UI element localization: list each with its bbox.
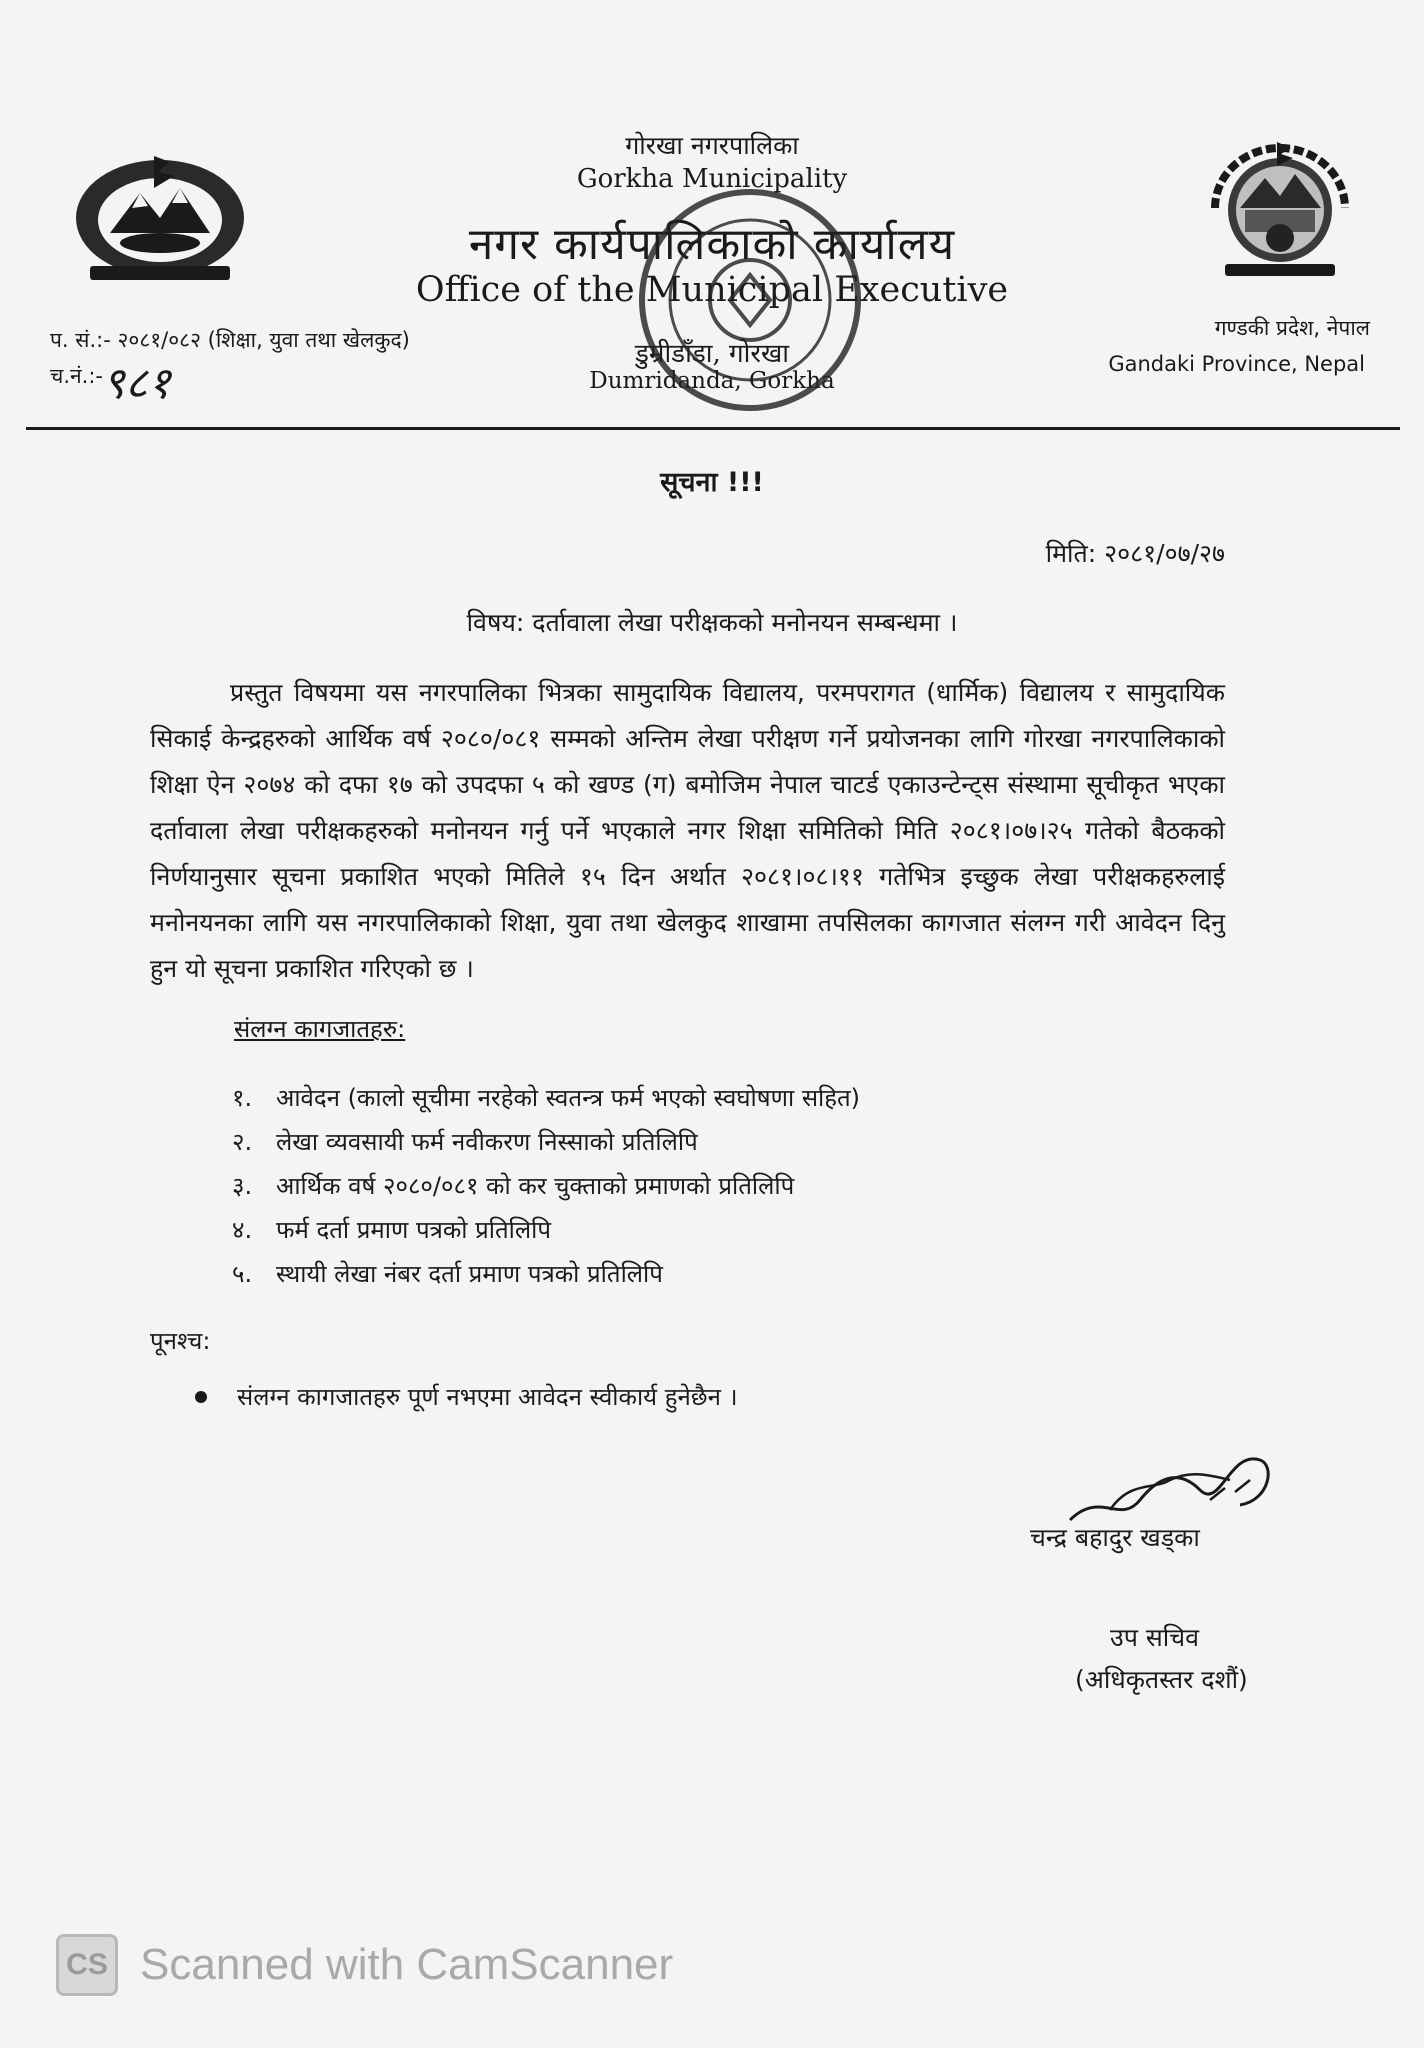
list-item-text: फर्म दर्ता प्रमाण पत्रको प्रतिलिपि xyxy=(276,1216,552,1244)
list-item-text: आवेदन (कालो सूचीमा नरहेको स्वतन्त्र फर्म भएको स्वघोषणा सहित) xyxy=(276,1084,861,1112)
municipality-name-np: गोरखा नगरपालिका xyxy=(625,131,799,160)
list-item-text: स्थायी लेखा नंबर दर्ता प्रमाण पत्रको प्रतिलिपि xyxy=(276,1260,663,1288)
list-item xyxy=(232,1208,1032,1252)
address-en: Dumridanda, Gorkha xyxy=(589,368,835,394)
list-item-number: ३. xyxy=(232,1172,253,1200)
address-np: डुम्रीडाँडा, गोरखा xyxy=(634,339,790,369)
office-name-np: नगर कार्यपालिकाको कार्यालय xyxy=(468,219,956,270)
bullet-icon xyxy=(195,1391,207,1403)
list-item-text: आर्थिक वर्ष २०८०/०८१ को कर चुक्ताको प्रमाणको प्रतिलिपि xyxy=(276,1172,795,1200)
postscript-heading: पूनश्च: xyxy=(150,1327,211,1355)
list-item-text: लेखा व्यवसायी फर्म नवीकरण निस्साको प्रतिलिपि xyxy=(276,1128,698,1156)
attachments-list xyxy=(232,1076,1032,1296)
signatory-title: उप सचिव xyxy=(1110,1623,1199,1652)
header-divider xyxy=(26,427,1400,430)
notice-title: सूचना !!! xyxy=(660,467,764,498)
dispatch-label: च.नं.:- xyxy=(50,364,103,388)
signatory-rank: (अधिकृतस्तर दशौं) xyxy=(1075,1665,1248,1694)
list-item xyxy=(232,1120,1032,1164)
notice-subject: विषय: दर्तावाला लेखा परीक्षकको मनोनयन सम्बन्धमा । xyxy=(466,608,958,637)
notice-body: प्रस्तुत विषयमा यस नगरपालिका भित्रका सामुदायिक विद्यालय, परमपरागत (धार्मिक) विद्यालय र सामुदायिक सिकाई केन्द्रहरुको आर्थिक वर्ष २०८०/०८१ सम्मको अन्तिम लेखा परीक्षण गर्ने प्रयोजनका लागि गोरखा नगरपालिकाको शिक्षा ऐन २०७४ को दफा १७ को उपदफा ५ को खण्ड (ग) बमोजिम नेपाल चाटर्ड एकाउन्टेन्ट्स संस्थामा सूचीकृत भएका दर्तावाला लेखा परीक्षकहरुको मनोनयन गर्नु पर्ने भएकाले नगर शिक्षा समितिको मिति २०८१।०७।२५ गतेको बैठकको निर्णयानुसार सूचना प्रकाशित भएको मितिले १५ दिन अर्थात २०८१।०८।११ गतेभित्र इच्छुक लेखा परीक्षकहरुलाई मनोनयनका लागि यस नगरपालिकाको शिक्षा, युवा तथा खेलकुद शाखामा तपसिलका कागजात संलग्न गरी आवेदन दिनु हुन यो सूचना प्रकाशित गरिएको छ । xyxy=(150,678,1225,983)
province-np: गण्डकी प्रदेश, नेपाल xyxy=(1214,316,1370,340)
dispatch-number: ९८१ xyxy=(102,358,171,409)
list-item xyxy=(232,1164,1032,1208)
office-name-en: Office of the Municipal Executive xyxy=(415,270,1009,310)
postscript-item xyxy=(195,1380,738,1413)
province-en: Gandaki Province, Nepal xyxy=(1108,352,1365,376)
reference-number: प. सं.:- २०८१/०८२ (शिक्षा, युवा तथा खेलकुद) xyxy=(50,328,410,352)
camscanner-logo-icon: CS xyxy=(56,1934,118,1996)
notice-date: मिति: २०८१/०७/२७ xyxy=(1045,539,1225,568)
signatory-name: चन्द्र बहादुर खड्का xyxy=(1030,1523,1200,1552)
camscanner-watermark: Scanned with CamScanner xyxy=(140,1940,674,1989)
list-item-number: १. xyxy=(232,1084,253,1112)
municipality-name-en: Gorkha Municipality xyxy=(576,164,848,194)
list-item xyxy=(232,1252,1032,1296)
postscript-text: संलग्न कागजातहरु पूर्ण नभएमा आवेदन स्वीकार्य हुनेछैन । xyxy=(237,1383,738,1411)
list-item xyxy=(232,1076,1032,1120)
attachments-heading: संलग्न कागजातहरु: xyxy=(234,1015,406,1043)
list-item-number: ५. xyxy=(232,1260,253,1288)
list-item-number: ४. xyxy=(232,1216,253,1244)
office-round-stamp-icon xyxy=(630,180,870,420)
list-item-number: २. xyxy=(232,1128,253,1156)
